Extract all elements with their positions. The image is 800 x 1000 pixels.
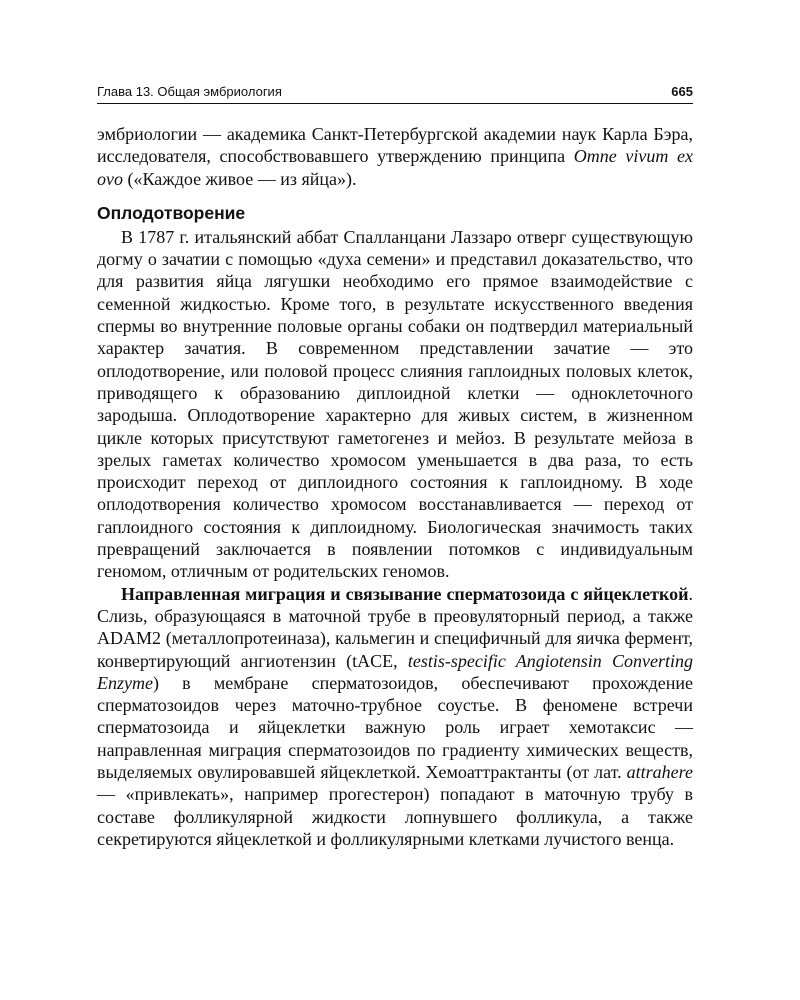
intro-latin-phrase: Omne vivum ex ovo (97, 146, 693, 189)
migration-text-2: ) в мембране сперматозоидов, обеспечивают прохождение сперматозоидов через маточно-трубное соустье. В феномене встречи сперматозоида и яйцеклетки важную роль играет хемотаксис — направленная миграция сперматозоидов по градиенту химических веществ, выделяемых овулировавшей яйцеклеткой. Хемоаттрактанты (от лат. (97, 672, 693, 783)
running-header (97, 84, 693, 104)
migration-paragraph (97, 583, 693, 851)
section-title: Оплодотворение (97, 202, 246, 223)
migration-italic-term-2: attrahere (626, 762, 693, 783)
migration-run-in-heading: Направленная миграция и связывание сперматозоида с яйцеклеткой (121, 583, 689, 604)
page-body (97, 123, 693, 850)
migration-text-3: — «привлекать», например прогестерон) попадают в маточную трубу в составе фолликулярной жидкости лопнувшего фолликула, а также секретируются яйцеклеткой и фолликулярными клетками лучистого венца. (97, 784, 693, 849)
intro-text-1: эмбриологии — академика Санкт-Петербургской академии наук Карла Бэра, исследователя, способствовавшего утверждению принципа (97, 124, 693, 167)
book-page (97, 84, 693, 850)
migration-italic-term-1: testis-specific Angiotensin Converting Enzyme (97, 650, 693, 693)
chapter-title: Глава 13. Общая эмбриология (97, 84, 282, 99)
intro-paragraph (97, 123, 693, 190)
fertilization-paragraph: В 1787 г. итальянский аббат Спалланцани Лаззаро отверг существующую догму о зачатии с помощью «духа семени» и представил доказательство, что для развития яйца лягушки необходимо его прямое взаимодействие с семенной жидкостью. Кроме того, в результате искусственного введения спермы во внутренние половые органы собаки он подтвердил материальный характер зачатия. В современном представлении зачатие — это оплодотворение, или половой процесс слияния гаплоидных половых клеток, приводящего к образованию диплоидной клетки — одноклеточного зародыша. Оплодотворение характерно для живых систем, в жизненном цикле которых присутствуют гаметогенез и мейоз. В результате мейоза в зрелых гаметах количество хромосом уменьшается в два раза, то есть происходит переход от диплоидного состояния к гаплоидному. В ходе оплодотворения количество хромосом восстанавливается — переход от гаплоидного состояния к диплоидному. Биологическая значимость таких превращений заключается в появлении потомков с индивидуальным геномом, отличным от родительских геномов. (97, 226, 693, 582)
migration-text-1: . Слизь, образующаяся в маточной трубе в преовуляторный период, а также ADAM2 (металлопротеиназа), кальмегин и специфичный для яичка фермент, конвертирующий ангиотензин (tACE, (97, 583, 693, 671)
intro-text-2: («Каждое живое — из яйца»). (123, 168, 357, 189)
page-number: 665 (671, 84, 693, 99)
